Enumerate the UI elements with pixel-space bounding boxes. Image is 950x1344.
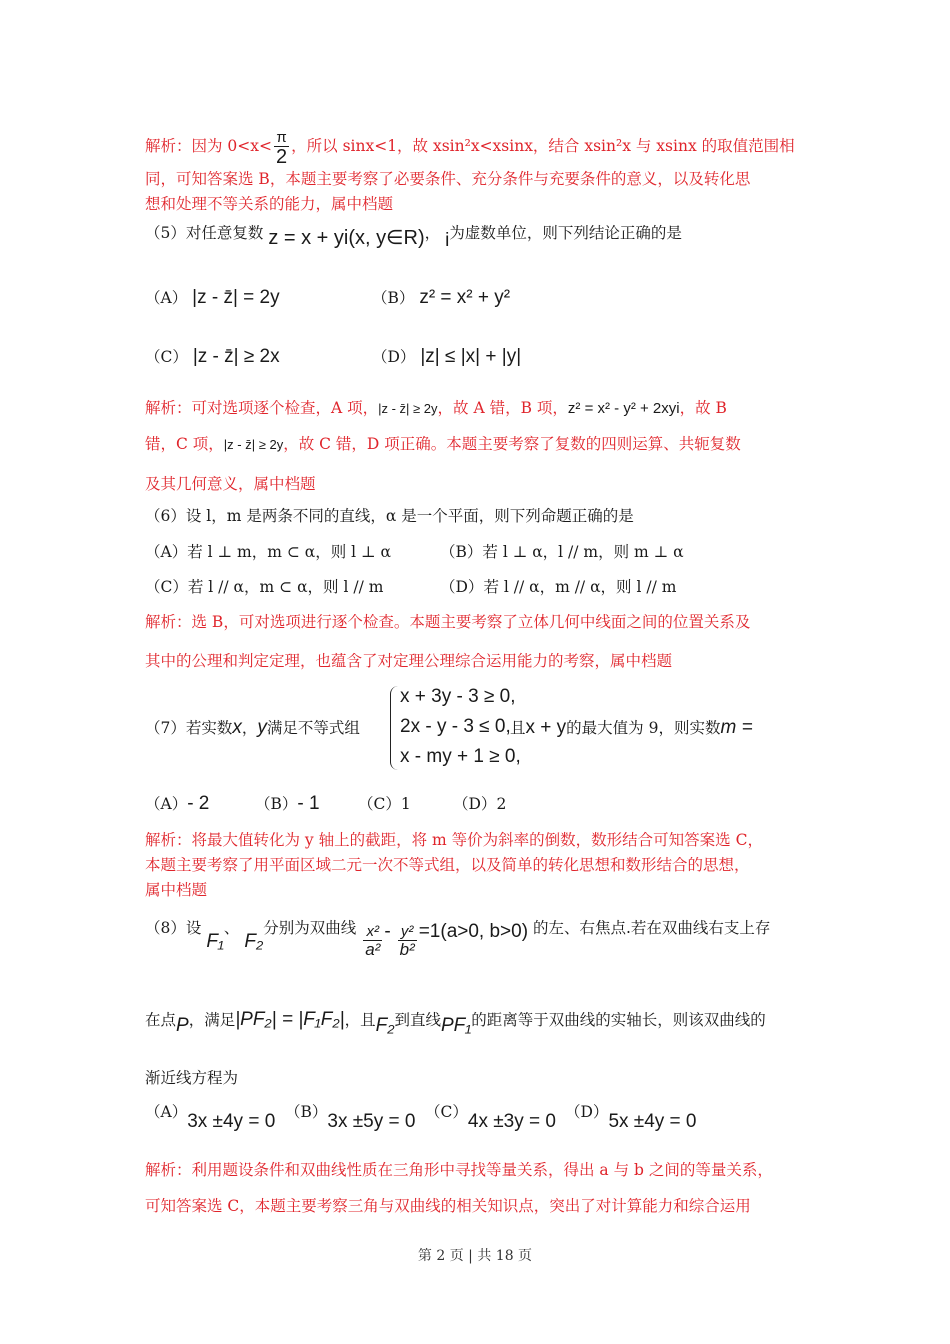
den: a² <box>365 940 381 959</box>
text: 到直线 <box>394 1011 441 1029</box>
q5-formula: z = x + yi(x, y∈R) <box>268 227 425 249</box>
option-value: - 2 <box>187 793 210 814</box>
q5-analysis-line-1 <box>145 398 727 419</box>
text: 、 <box>223 919 240 937</box>
inline-math: |z - z̄| ≥ 2y <box>223 437 284 452</box>
point-p: P <box>176 1015 189 1036</box>
text: ，满足 <box>188 1011 236 1029</box>
option-value: 2 <box>496 795 507 813</box>
option-label: （D） <box>440 578 484 596</box>
option-label: （B） <box>255 795 298 813</box>
sum-expr: x + y <box>525 717 567 738</box>
num: x² <box>363 924 382 941</box>
q5-option-d <box>372 347 521 367</box>
q6-stem: （6）设 l，m 是两条不同的直线，α 是一个平面，则下列命题正确的是 <box>145 507 634 525</box>
option-label: （D） <box>565 1103 609 1121</box>
q7-analysis-line-2: 本题主要考察了用平面区域二元一次不等式组，以及简单的转化思想和数形结合的思想， <box>145 856 750 874</box>
text: 的距离等于双曲线的实轴长，则该双曲线的 <box>471 1011 766 1029</box>
q5-analysis-line-2 <box>145 434 741 455</box>
num: y² <box>398 924 417 941</box>
target-expr: m = <box>720 717 753 738</box>
page-footer: 第 2 页 | 共 18 页 <box>417 1248 533 1264</box>
option-expr: z² = x² + y² <box>419 287 511 308</box>
option-label: （C） <box>145 348 188 366</box>
q5-option-b <box>372 288 510 308</box>
inequality-1: x + 3y - 3 ≥ 0, <box>400 686 516 707</box>
q4-analysis-line-3: 想和处理不等关系的能力，属中档题 <box>145 195 394 213</box>
q5-option-a <box>145 288 280 308</box>
option-label: （A） <box>145 795 188 813</box>
q6-option-a <box>145 542 391 562</box>
q5-sep: ， <box>424 224 441 242</box>
q6-analysis-line-1: 解析：选 B，可对选项进行逐个检查。本题主要考察了立体几何中线面之间的位置关系及 <box>145 613 751 631</box>
text: ，故 A 错，B 项， <box>437 399 568 417</box>
q7-option-a <box>145 794 209 814</box>
q7-option-c <box>358 794 411 814</box>
q7-analysis-line-3: 属中档题 <box>145 881 208 899</box>
minus: - <box>384 921 391 942</box>
focus-f1: F₁ <box>206 931 224 952</box>
option-text: 若 l // α，m ⊂ α，则 l // m <box>187 578 384 596</box>
q4-analysis-prefix: 解析：因为 0<x< <box>145 136 273 155</box>
var-x: x <box>232 717 242 738</box>
text: 且 <box>510 719 526 737</box>
option-label: （B） <box>440 543 483 561</box>
q5-stem <box>145 222 682 251</box>
q5-unit: i <box>445 230 450 251</box>
q5-suffix: 为虚数单位，则下列结论正确的是 <box>449 224 682 242</box>
option-label: （A） <box>145 543 188 561</box>
q6-option-d <box>440 577 676 597</box>
eq-rest: =1(a>0, b>0) <box>418 921 529 942</box>
q7-stem-right <box>510 718 753 738</box>
option-label: （C） <box>425 1103 468 1121</box>
q6-analysis-line-2: 其中的公理和判定定理，也蕴含了对定理公理综合运用能力的考察，属中档题 <box>145 652 673 670</box>
option-expr: |z - z̄| ≥ 2x <box>192 346 280 367</box>
condition-expr: |PF₂| = |F₁F₂| <box>235 1009 345 1030</box>
option-label: （C） <box>358 795 401 813</box>
fraction-denominator: 2 <box>276 145 288 168</box>
option-label: （A） <box>145 289 188 307</box>
text: 解析：可对选项逐个检查，A 项， <box>145 399 379 417</box>
x2-over-a2 <box>363 924 382 959</box>
pi-over-2-fraction <box>274 130 289 168</box>
q5-option-c <box>145 347 280 367</box>
q5-prefix: （5）对任意复数 <box>145 224 264 242</box>
option-expr: |z - z̄| = 2y <box>192 287 280 308</box>
option-expr: 3x ±4y = 0 <box>187 1111 276 1132</box>
den: b² <box>399 940 415 959</box>
option-expr: 5x ±4y = 0 <box>608 1111 697 1132</box>
option-label: （D） <box>372 348 416 366</box>
option-expr: 4x ±3y = 0 <box>467 1111 556 1132</box>
q8-stem-line-1 <box>145 918 770 959</box>
q8-option-a <box>145 1102 276 1132</box>
option-expr: 3x ±5y = 0 <box>327 1111 416 1132</box>
option-label: （B） <box>285 1103 328 1121</box>
q4-analysis-line-2: 同，可知答案选 B，本题主要考察了必要条件、充分条件与充要条件的意义，以及转化思 <box>145 170 751 188</box>
text: 分别为双曲线 <box>263 919 357 937</box>
option-label: （C） <box>145 578 188 596</box>
q7-analysis-line-1: 解析：将最大值转化为 y 轴上的截距，将 m 等价为斜率的倒数，数形结合可知答案选 C， <box>145 831 763 849</box>
y2-over-b2 <box>398 924 417 959</box>
inline-math: z² = x² - y² + 2xyi <box>567 400 680 417</box>
var-y: y <box>257 717 267 738</box>
option-value: - 1 <box>297 793 320 814</box>
focus-f2: F₂ <box>244 931 264 952</box>
q8-stem-line-3: 渐近线方程为 <box>145 1069 239 1087</box>
q8-option-d <box>565 1102 697 1132</box>
q4-analysis-line-1 <box>145 130 795 168</box>
option-text: 若 l // α，m // α，则 l // m <box>483 578 677 596</box>
option-value: 1 <box>400 795 411 813</box>
q8-option-b <box>285 1102 416 1132</box>
option-text: 若 l ⊥ m，m ⊂ α，则 l ⊥ α <box>187 543 392 561</box>
q7-option-b <box>255 794 320 814</box>
q8-analysis-line-2: 可知答案选 C，本题主要考察三角与双曲线的相关知识点，突出了对计算能力和综合运用 <box>145 1197 751 1215</box>
q6-option-c <box>145 577 383 597</box>
option-text: 若 l ⊥ α，l // m，则 m ⊥ α <box>482 543 684 561</box>
q4-analysis-rest: ，所以 sinx<1，故 xsin²x<xsinx，结合 xsin²x 与 xsinx 的取值范围相 <box>291 136 795 155</box>
q6-option-b <box>440 542 684 562</box>
q8-analysis-line-1: 解析：利用题设条件和双曲线性质在三角形中寻找等量关系，得出 a 与 b 之间的等量关系， <box>145 1161 773 1179</box>
q8-option-c <box>425 1102 556 1132</box>
inequality-3: x - my + 1 ≥ 0, <box>400 746 521 767</box>
option-label: （D） <box>453 795 497 813</box>
left-brace-icon <box>390 686 399 770</box>
focus-f2: F₂ <box>375 1015 395 1036</box>
line-pf1: PF₁ <box>440 1015 472 1036</box>
text: ，故 B <box>679 399 727 417</box>
q7-stem-left <box>145 718 360 738</box>
option-label: （B） <box>372 289 415 307</box>
text: 满足不等式组 <box>266 719 360 737</box>
text: ，且 <box>344 1011 376 1029</box>
text: ，故 C 错，D 项正确。本题主要考察了复数的四则运算、共轭复数 <box>283 435 741 453</box>
q8-stem-line-2 <box>145 1009 766 1036</box>
text: ， <box>241 719 258 737</box>
q5-analysis-line-3: 及其几何意义，属中档题 <box>145 475 316 493</box>
inline-math: |z - z̄| ≥ 2y <box>378 401 438 416</box>
q7-option-d <box>453 794 506 814</box>
text: 的最大值为 9，则实数 <box>566 719 721 737</box>
option-label: （A） <box>145 1103 188 1121</box>
text: 在点 <box>145 1011 177 1029</box>
text: （7）若实数 <box>145 719 233 737</box>
text: 错，C 项， <box>145 435 224 453</box>
option-expr: |z| ≤ |x| + |y| <box>420 346 522 367</box>
text: 的左、右焦点.若在双曲线右支上存 <box>532 919 771 937</box>
inequality-2: 2x - y - 3 ≤ 0, <box>400 716 511 737</box>
fraction-numerator: π <box>274 130 289 147</box>
text: （8）设 <box>145 919 202 937</box>
